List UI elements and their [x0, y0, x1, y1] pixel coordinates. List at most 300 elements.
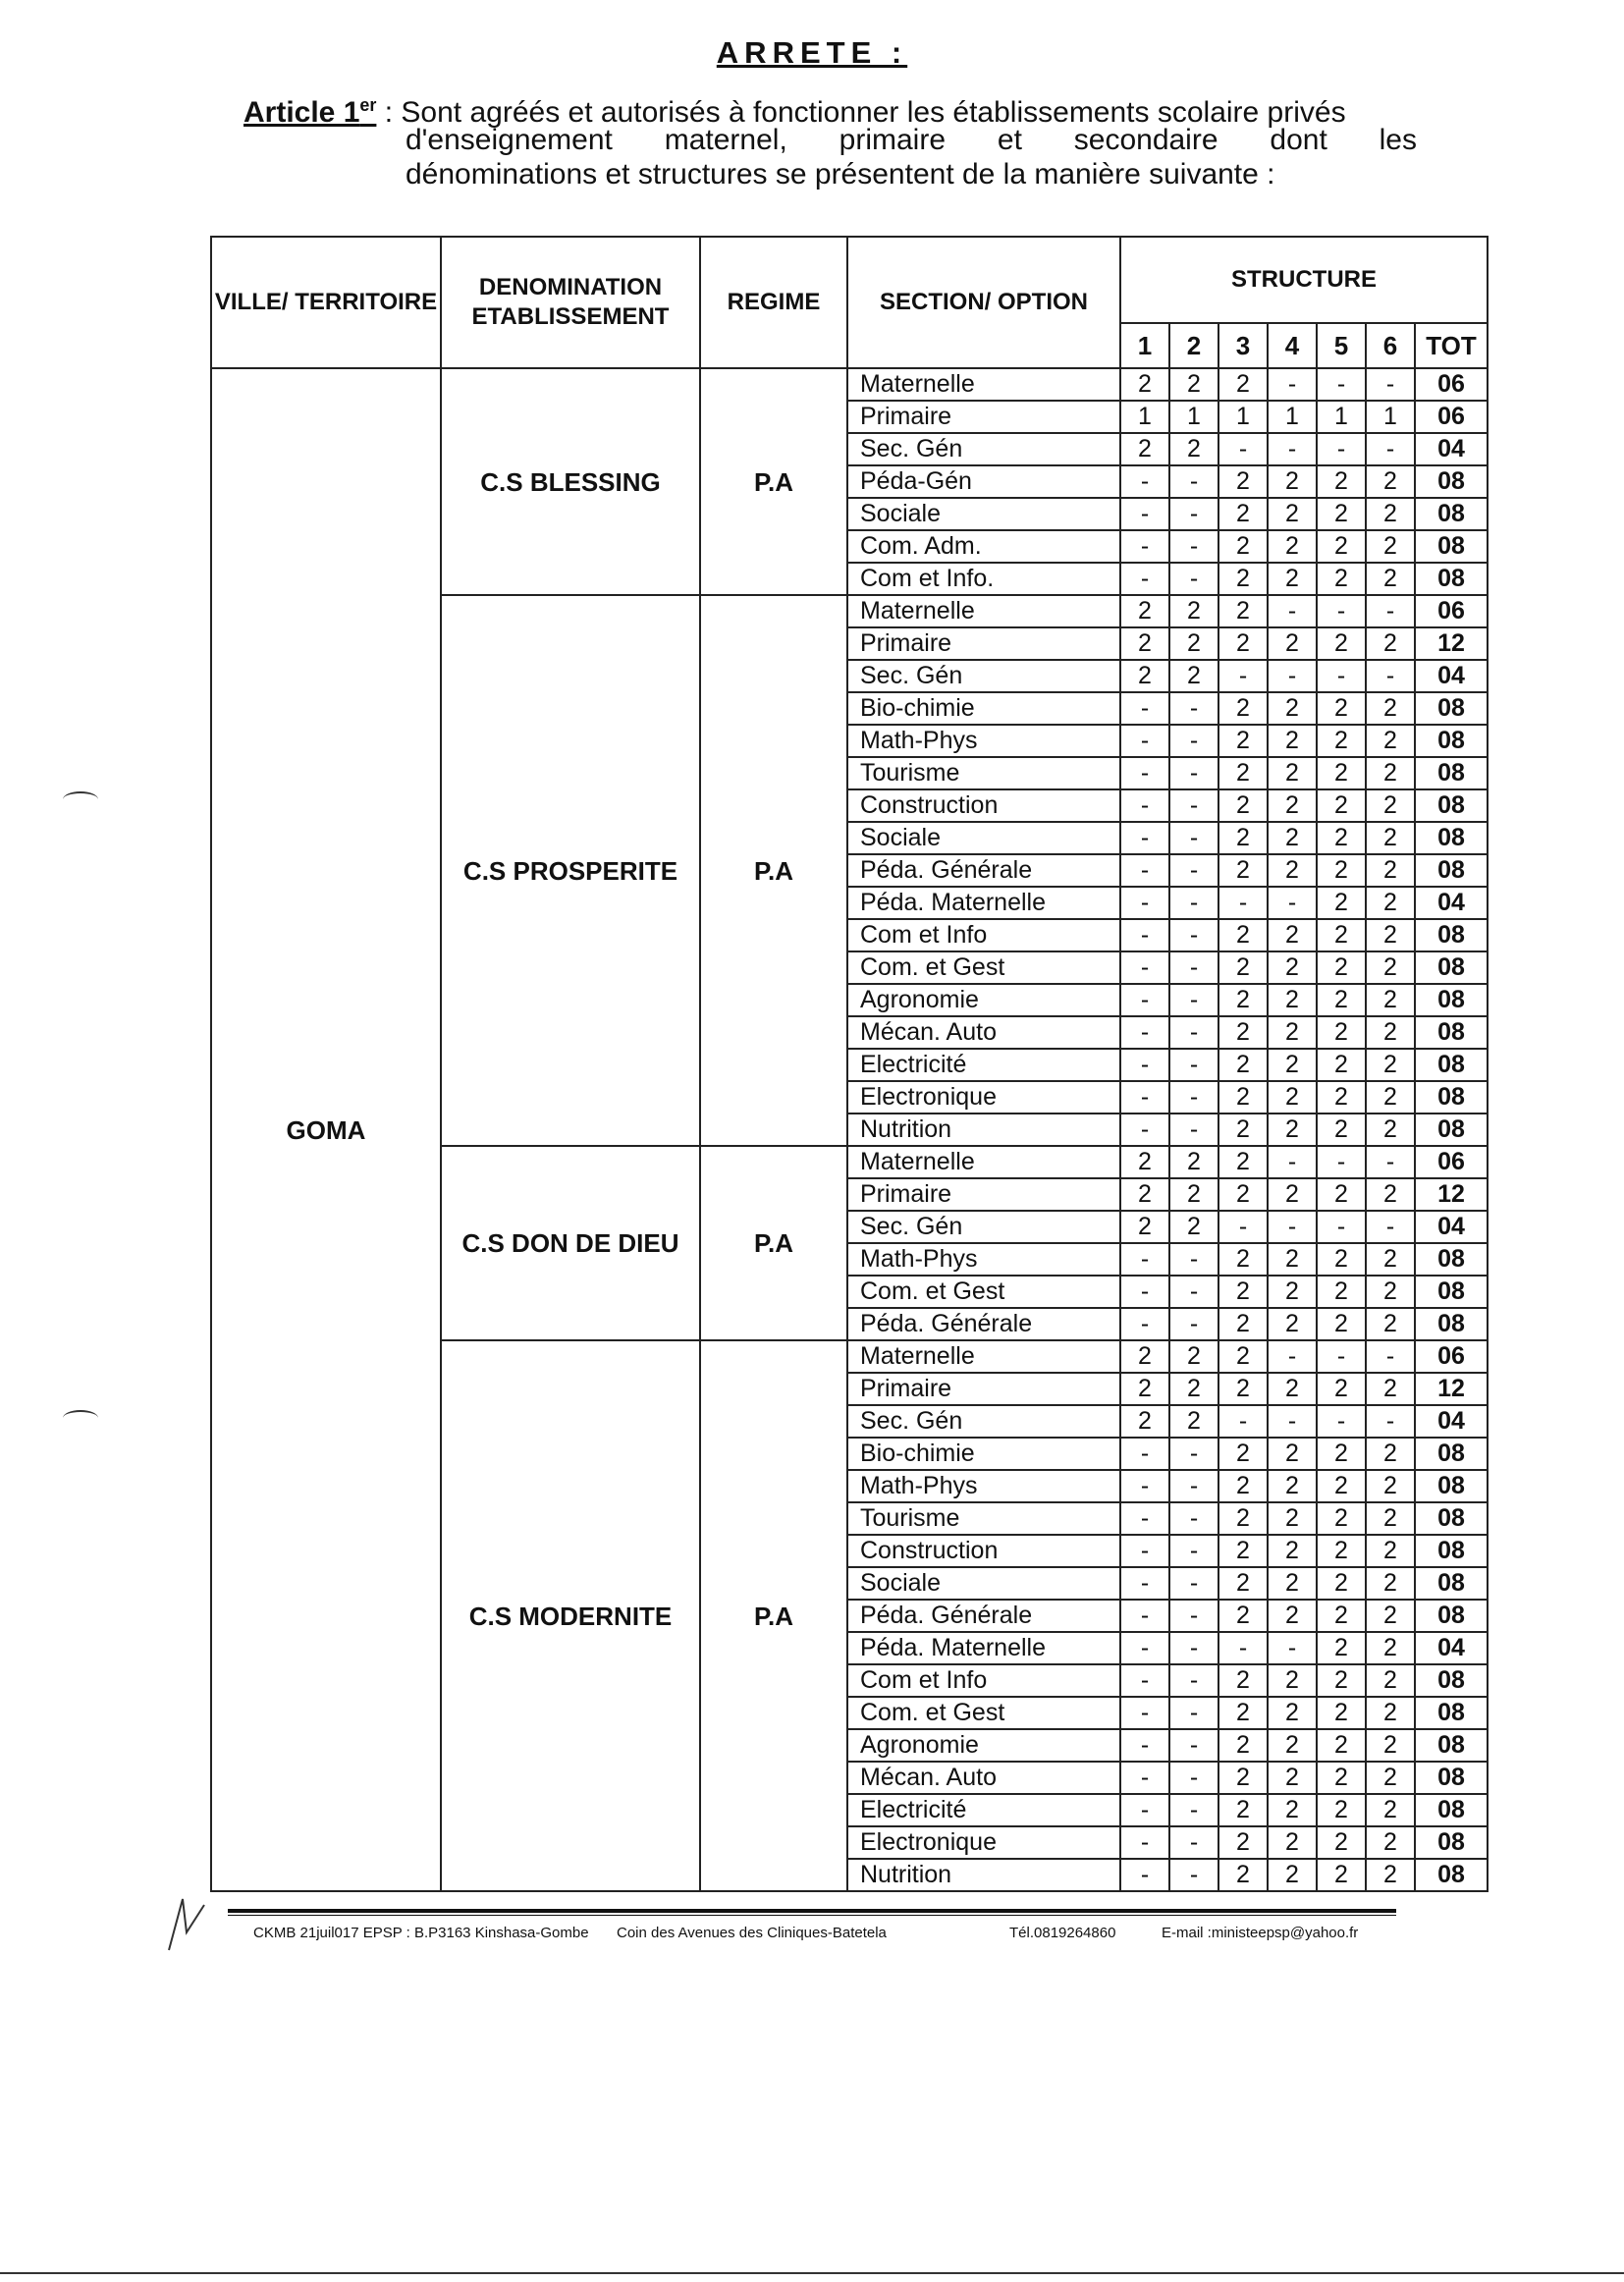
- structure-cell-3: 2: [1218, 1664, 1268, 1697]
- section-cell: Sociale: [847, 1567, 1120, 1600]
- structure-cell-6: 2: [1366, 822, 1415, 854]
- structure-cell-4: 2: [1268, 1762, 1317, 1794]
- structure-cell-1: -: [1120, 1016, 1169, 1049]
- structure-cell-5: 2: [1317, 1016, 1366, 1049]
- structure-cell-1: 2: [1120, 1211, 1169, 1243]
- structure-cell-2: -: [1169, 984, 1218, 1016]
- structure-cell-6: 2: [1366, 1600, 1415, 1632]
- total-cell: 08: [1415, 1664, 1488, 1697]
- section-cell: Agronomie: [847, 1729, 1120, 1762]
- structure-cell-3: 2: [1218, 822, 1268, 854]
- structure-cell-5: -: [1317, 595, 1366, 627]
- structure-cell-3: 2: [1218, 563, 1268, 595]
- structure-cell-1: 1: [1120, 401, 1169, 433]
- footer-ref: CKMB 21juil017 EPSP : B.P3163 Kinshasa-Gombe: [253, 1925, 589, 1941]
- total-cell: 08: [1415, 1697, 1488, 1729]
- structure-cell-6: -: [1366, 1146, 1415, 1178]
- structure-cell-6: 2: [1366, 1729, 1415, 1762]
- structure-cell-1: 2: [1120, 1373, 1169, 1405]
- structure-cell-4: 2: [1268, 854, 1317, 887]
- footer-rule-thin: [228, 1915, 1396, 1916]
- article-text-line2: d'enseignement maternel, primaire et secondaire dont les: [406, 124, 1417, 156]
- total-cell: 08: [1415, 1859, 1488, 1891]
- structure-cell-1: 2: [1120, 368, 1169, 401]
- total-cell: 04: [1415, 1211, 1488, 1243]
- structure-cell-4: 2: [1268, 1308, 1317, 1340]
- section-cell: Péda. Générale: [847, 854, 1120, 887]
- structure-cell-6: 2: [1366, 1373, 1415, 1405]
- structure-cell-6: 2: [1366, 1535, 1415, 1567]
- structure-cell-5: 2: [1317, 789, 1366, 822]
- structure-cell-5: 2: [1317, 887, 1366, 919]
- structure-cell-3: 2: [1218, 1762, 1268, 1794]
- section-cell: Péda-Gén: [847, 465, 1120, 498]
- structure-cell-5: 2: [1317, 1697, 1366, 1729]
- structure-cell-2: -: [1169, 1081, 1218, 1114]
- structure-cell-5: -: [1317, 1146, 1366, 1178]
- structure-cell-6: 2: [1366, 1502, 1415, 1535]
- structure-cell-2: 2: [1169, 1146, 1218, 1178]
- article-text-line3: dénominations et structures se présentent de la manière suivante :: [406, 158, 1275, 190]
- footer-phone: Tél.0819264860: [1009, 1925, 1116, 1941]
- structure-cell-3: 2: [1218, 789, 1268, 822]
- structure-cell-1: -: [1120, 563, 1169, 595]
- section-cell: Bio-chimie: [847, 692, 1120, 725]
- total-cell: 06: [1415, 1340, 1488, 1373]
- establishment-name: C.S DON DE DIEU: [441, 1146, 700, 1340]
- structure-cell-2: 1: [1169, 401, 1218, 433]
- structure-cell-1: 2: [1120, 433, 1169, 465]
- section-cell: Construction: [847, 1535, 1120, 1567]
- section-cell: Com et Info: [847, 919, 1120, 951]
- structure-cell-5: 2: [1317, 1826, 1366, 1859]
- structure-cell-5: 2: [1317, 1081, 1366, 1114]
- section-cell: Electricité: [847, 1794, 1120, 1826]
- section-cell: Electricité: [847, 1049, 1120, 1081]
- structure-cell-5: 2: [1317, 1470, 1366, 1502]
- structure-cell-6: 2: [1366, 919, 1415, 951]
- structure-cell-2: -: [1169, 1114, 1218, 1146]
- structure-cell-2: -: [1169, 854, 1218, 887]
- structure-cell-5: 2: [1317, 1632, 1366, 1664]
- section-cell: Math-Phys: [847, 1470, 1120, 1502]
- structure-cell-6: 2: [1366, 627, 1415, 660]
- structure-cell-3: 2: [1218, 854, 1268, 887]
- structure-cell-4: -: [1268, 1405, 1317, 1438]
- regime-cell: P.A: [700, 1146, 847, 1340]
- structure-cell-2: -: [1169, 1243, 1218, 1276]
- section-cell: Péda. Générale: [847, 1308, 1120, 1340]
- structure-cell-5: 2: [1317, 1600, 1366, 1632]
- structure-cell-5: -: [1317, 368, 1366, 401]
- structure-cell-3: 2: [1218, 1826, 1268, 1859]
- structure-cell-3: 2: [1218, 1049, 1268, 1081]
- structure-cell-4: -: [1268, 887, 1317, 919]
- structure-cell-3: 2: [1218, 1373, 1268, 1405]
- structure-cell-2: 2: [1169, 627, 1218, 660]
- structure-cell-4: 2: [1268, 822, 1317, 854]
- structure-cell-4: 2: [1268, 1859, 1317, 1891]
- structure-table: [210, 236, 1489, 1892]
- structure-cell-2: -: [1169, 1632, 1218, 1664]
- structure-cell-4: 2: [1268, 757, 1317, 789]
- structure-cell-4: 2: [1268, 951, 1317, 984]
- structure-cell-1: -: [1120, 854, 1169, 887]
- total-cell: 08: [1415, 1016, 1488, 1049]
- structure-cell-1: -: [1120, 465, 1169, 498]
- total-cell: 08: [1415, 1308, 1488, 1340]
- structure-cell-6: 2: [1366, 725, 1415, 757]
- section-cell: Tourisme: [847, 1502, 1120, 1535]
- structure-cell-6: -: [1366, 368, 1415, 401]
- structure-cell-4: 2: [1268, 1600, 1317, 1632]
- header-ville: VILLE/ TERRITOIRE: [211, 237, 441, 368]
- total-cell: 08: [1415, 1243, 1488, 1276]
- structure-cell-1: -: [1120, 1600, 1169, 1632]
- structure-cell-4: 2: [1268, 692, 1317, 725]
- structure-cell-4: 2: [1268, 1567, 1317, 1600]
- structure-cell-4: -: [1268, 1211, 1317, 1243]
- structure-cell-3: 2: [1218, 1859, 1268, 1891]
- total-cell: 06: [1415, 1146, 1488, 1178]
- structure-cell-4: 2: [1268, 1502, 1317, 1535]
- structure-cell-6: -: [1366, 595, 1415, 627]
- structure-cell-4: 2: [1268, 1470, 1317, 1502]
- structure-cell-2: 2: [1169, 1178, 1218, 1211]
- total-cell: 08: [1415, 1502, 1488, 1535]
- structure-cell-4: 2: [1268, 1535, 1317, 1567]
- structure-cell-2: -: [1169, 1794, 1218, 1826]
- structure-cell-3: -: [1218, 660, 1268, 692]
- structure-cell-3: -: [1218, 1405, 1268, 1438]
- structure-cell-4: 2: [1268, 1664, 1317, 1697]
- table-body: [211, 368, 1488, 1891]
- structure-cell-1: -: [1120, 1729, 1169, 1762]
- structure-cell-5: 2: [1317, 1567, 1366, 1600]
- total-cell: 08: [1415, 498, 1488, 530]
- structure-cell-5: 2: [1317, 951, 1366, 984]
- structure-cell-1: 2: [1120, 1146, 1169, 1178]
- structure-cell-5: 2: [1317, 530, 1366, 563]
- structure-cell-3: 2: [1218, 1502, 1268, 1535]
- structure-cell-4: -: [1268, 1632, 1317, 1664]
- structure-cell-4: 2: [1268, 1826, 1317, 1859]
- structure-cell-1: -: [1120, 530, 1169, 563]
- structure-cell-3: 1: [1218, 401, 1268, 433]
- structure-cell-4: 2: [1268, 1049, 1317, 1081]
- structure-cell-6: 2: [1366, 465, 1415, 498]
- section-cell: Mécan. Auto: [847, 1762, 1120, 1794]
- structure-cell-3: 2: [1218, 1276, 1268, 1308]
- structure-cell-4: -: [1268, 1146, 1317, 1178]
- article-label: Article 1er: [244, 95, 377, 129]
- structure-cell-4: -: [1268, 1340, 1317, 1373]
- section-cell: Construction: [847, 789, 1120, 822]
- structure-cell-2: 2: [1169, 433, 1218, 465]
- structure-cell-1: -: [1120, 1567, 1169, 1600]
- structure-cell-2: 2: [1169, 1373, 1218, 1405]
- section-cell: Primaire: [847, 1178, 1120, 1211]
- structure-cell-2: 2: [1169, 368, 1218, 401]
- structure-cell-2: -: [1169, 1016, 1218, 1049]
- structure-cell-5: -: [1317, 433, 1366, 465]
- structure-cell-1: -: [1120, 1243, 1169, 1276]
- structure-cell-6: 2: [1366, 1243, 1415, 1276]
- structure-cell-2: 2: [1169, 1405, 1218, 1438]
- structure-cell-6: 2: [1366, 1794, 1415, 1826]
- footer-address: Coin des Avenues des Cliniques-Batetela: [617, 1925, 887, 1941]
- section-cell: Nutrition: [847, 1114, 1120, 1146]
- structure-cell-5: 1: [1317, 401, 1366, 433]
- structure-cell-6: 2: [1366, 1697, 1415, 1729]
- structure-cell-2: -: [1169, 498, 1218, 530]
- structure-cell-4: 2: [1268, 1697, 1317, 1729]
- total-cell: 08: [1415, 563, 1488, 595]
- total-cell: 08: [1415, 1276, 1488, 1308]
- structure-cell-6: 2: [1366, 498, 1415, 530]
- structure-cell-3: 2: [1218, 1438, 1268, 1470]
- structure-cell-5: 2: [1317, 1502, 1366, 1535]
- section-cell: Péda. Maternelle: [847, 1632, 1120, 1664]
- total-cell: 08: [1415, 1049, 1488, 1081]
- structure-cell-2: -: [1169, 1762, 1218, 1794]
- structure-cell-4: 2: [1268, 465, 1317, 498]
- structure-cell-3: 2: [1218, 1697, 1268, 1729]
- structure-cell-3: 2: [1218, 984, 1268, 1016]
- total-cell: 04: [1415, 887, 1488, 919]
- structure-cell-6: 2: [1366, 1664, 1415, 1697]
- structure-cell-2: -: [1169, 1470, 1218, 1502]
- structure-cell-6: 2: [1366, 789, 1415, 822]
- structure-cell-4: 2: [1268, 789, 1317, 822]
- article-label-sup: er: [359, 95, 377, 115]
- structure-cell-3: -: [1218, 1211, 1268, 1243]
- structure-cell-5: 2: [1317, 563, 1366, 595]
- structure-cell-2: -: [1169, 1308, 1218, 1340]
- section-cell: Bio-chimie: [847, 1438, 1120, 1470]
- structure-cell-2: -: [1169, 1502, 1218, 1535]
- structure-cell-5: 2: [1317, 1729, 1366, 1762]
- structure-cell-6: 2: [1366, 984, 1415, 1016]
- structure-cell-6: 2: [1366, 1308, 1415, 1340]
- structure-cell-5: 2: [1317, 692, 1366, 725]
- structure-cell-4: 2: [1268, 919, 1317, 951]
- total-cell: 08: [1415, 951, 1488, 984]
- structure-cell-3: 2: [1218, 725, 1268, 757]
- total-cell: 08: [1415, 919, 1488, 951]
- structure-cell-5: 2: [1317, 1308, 1366, 1340]
- regime-cell: P.A: [700, 368, 847, 595]
- total-cell: 04: [1415, 433, 1488, 465]
- structure-cell-3: 2: [1218, 951, 1268, 984]
- structure-cell-2: -: [1169, 1049, 1218, 1081]
- section-cell: Com. et Gest: [847, 1276, 1120, 1308]
- structure-cell-6: 2: [1366, 1438, 1415, 1470]
- header-col-4: 4: [1268, 323, 1317, 368]
- structure-cell-2: 2: [1169, 1340, 1218, 1373]
- section-cell: Math-Phys: [847, 725, 1120, 757]
- structure-cell-1: -: [1120, 1276, 1169, 1308]
- structure-cell-6: 2: [1366, 1470, 1415, 1502]
- footer: [253, 1925, 1412, 1941]
- structure-cell-1: -: [1120, 1762, 1169, 1794]
- structure-cell-3: 2: [1218, 757, 1268, 789]
- structure-cell-5: -: [1317, 1211, 1366, 1243]
- structure-cell-6: 2: [1366, 1049, 1415, 1081]
- structure-cell-2: -: [1169, 692, 1218, 725]
- structure-cell-5: 2: [1317, 1049, 1366, 1081]
- header-col-5: 5: [1317, 323, 1366, 368]
- total-cell: 08: [1415, 1470, 1488, 1502]
- structure-cell-1: -: [1120, 1632, 1169, 1664]
- section-cell: Sec. Gén: [847, 1405, 1120, 1438]
- structure-cell-2: -: [1169, 1729, 1218, 1762]
- structure-cell-4: 2: [1268, 1373, 1317, 1405]
- section-cell: Sec. Gén: [847, 1211, 1120, 1243]
- structure-cell-6: -: [1366, 1340, 1415, 1373]
- structure-cell-1: -: [1120, 1502, 1169, 1535]
- structure-cell-5: 2: [1317, 1178, 1366, 1211]
- section-cell: Sociale: [847, 822, 1120, 854]
- header-col-3: 3: [1218, 323, 1268, 368]
- header-regime: REGIME: [700, 237, 847, 368]
- structure-cell-2: -: [1169, 725, 1218, 757]
- total-cell: 12: [1415, 1178, 1488, 1211]
- structure-cell-2: -: [1169, 1438, 1218, 1470]
- structure-cell-5: 2: [1317, 498, 1366, 530]
- structure-cell-5: 2: [1317, 854, 1366, 887]
- structure-cell-2: -: [1169, 1600, 1218, 1632]
- structure-cell-4: 2: [1268, 1178, 1317, 1211]
- structure-cell-6: 2: [1366, 757, 1415, 789]
- regime-cell: P.A: [700, 1340, 847, 1891]
- total-cell: 12: [1415, 627, 1488, 660]
- structure-cell-6: 2: [1366, 1016, 1415, 1049]
- structure-cell-4: 2: [1268, 725, 1317, 757]
- structure-cell-4: -: [1268, 660, 1317, 692]
- structure-cell-4: 2: [1268, 1114, 1317, 1146]
- establishment-name: C.S PROSPERITE: [441, 595, 700, 1146]
- structure-cell-6: 2: [1366, 1762, 1415, 1794]
- structure-cell-5: -: [1317, 1405, 1366, 1438]
- structure-cell-1: -: [1120, 1081, 1169, 1114]
- footer-rule: [228, 1909, 1396, 1913]
- section-cell: Sociale: [847, 498, 1120, 530]
- total-cell: 12: [1415, 1373, 1488, 1405]
- total-cell: 08: [1415, 1729, 1488, 1762]
- structure-cell-5: 2: [1317, 1276, 1366, 1308]
- structure-cell-6: 2: [1366, 1114, 1415, 1146]
- structure-cell-6: 1: [1366, 401, 1415, 433]
- structure-cell-3: 2: [1218, 1016, 1268, 1049]
- structure-cell-3: 2: [1218, 1729, 1268, 1762]
- structure-cell-6: -: [1366, 660, 1415, 692]
- section-cell: Electronique: [847, 1826, 1120, 1859]
- total-cell: 08: [1415, 1438, 1488, 1470]
- structure-cell-1: 2: [1120, 1178, 1169, 1211]
- structure-cell-2: 2: [1169, 660, 1218, 692]
- margin-mark: [63, 791, 98, 807]
- structure-cell-1: -: [1120, 1438, 1169, 1470]
- margin-mark: [63, 1410, 98, 1426]
- structure-cell-3: 2: [1218, 498, 1268, 530]
- structure-cell-6: 2: [1366, 1276, 1415, 1308]
- section-cell: Nutrition: [847, 1859, 1120, 1891]
- total-cell: 08: [1415, 822, 1488, 854]
- total-cell: 04: [1415, 660, 1488, 692]
- section-cell: Primaire: [847, 627, 1120, 660]
- total-cell: 04: [1415, 1405, 1488, 1438]
- document-title: ARRETE :: [716, 35, 908, 70]
- structure-cell-1: -: [1120, 1794, 1169, 1826]
- structure-cell-1: -: [1120, 984, 1169, 1016]
- structure-cell-5: 2: [1317, 1438, 1366, 1470]
- total-cell: 08: [1415, 1826, 1488, 1859]
- section-cell: Electronique: [847, 1081, 1120, 1114]
- structure-cell-4: 2: [1268, 1081, 1317, 1114]
- section-cell: Maternelle: [847, 1340, 1120, 1373]
- structure-cell-3: 2: [1218, 1146, 1268, 1178]
- header-denomination: DENOMINATION ETABLISSEMENT: [441, 237, 700, 368]
- header-structure: STRUCTURE: [1120, 237, 1488, 323]
- total-cell: 08: [1415, 1600, 1488, 1632]
- structure-cell-1: -: [1120, 822, 1169, 854]
- structure-cell-4: -: [1268, 595, 1317, 627]
- structure-cell-5: -: [1317, 660, 1366, 692]
- structure-cell-4: 2: [1268, 627, 1317, 660]
- structure-cell-3: 2: [1218, 1308, 1268, 1340]
- structure-cell-2: -: [1169, 1535, 1218, 1567]
- structure-cell-1: -: [1120, 1826, 1169, 1859]
- structure-cell-4: 2: [1268, 1438, 1317, 1470]
- structure-cell-4: 2: [1268, 1276, 1317, 1308]
- structure-cell-4: 2: [1268, 1016, 1317, 1049]
- section-cell: Sec. Gén: [847, 660, 1120, 692]
- total-cell: 08: [1415, 1535, 1488, 1567]
- structure-cell-2: 2: [1169, 1211, 1218, 1243]
- structure-cell-5: 2: [1317, 1762, 1366, 1794]
- section-cell: Péda. Maternelle: [847, 887, 1120, 919]
- structure-cell-3: 2: [1218, 368, 1268, 401]
- structure-cell-1: -: [1120, 1859, 1169, 1891]
- structure-cell-3: -: [1218, 433, 1268, 465]
- structure-cell-5: 2: [1317, 919, 1366, 951]
- total-cell: 08: [1415, 530, 1488, 563]
- structure-cell-4: 2: [1268, 1729, 1317, 1762]
- structure-cell-5: 2: [1317, 984, 1366, 1016]
- regime-cell: P.A: [700, 595, 847, 1146]
- structure-cell-2: -: [1169, 1664, 1218, 1697]
- total-cell: 08: [1415, 1762, 1488, 1794]
- section-cell: Math-Phys: [847, 1243, 1120, 1276]
- structure-cell-6: 2: [1366, 530, 1415, 563]
- structure-cell-3: 2: [1218, 1567, 1268, 1600]
- total-cell: 06: [1415, 595, 1488, 627]
- header-col-1: 1: [1120, 323, 1169, 368]
- table-row: [211, 368, 1488, 401]
- structure-cell-6: 2: [1366, 887, 1415, 919]
- structure-cell-2: -: [1169, 757, 1218, 789]
- structure-cell-3: 2: [1218, 1081, 1268, 1114]
- structure-cell-3: 2: [1218, 1243, 1268, 1276]
- footer-email: E-mail :ministeepsp@yahoo.fr: [1162, 1925, 1359, 1941]
- total-cell: 08: [1415, 692, 1488, 725]
- structure-cell-1: -: [1120, 725, 1169, 757]
- structure-cell-6: 2: [1366, 951, 1415, 984]
- structure-cell-6: 2: [1366, 1081, 1415, 1114]
- structure-cell-3: 2: [1218, 692, 1268, 725]
- structure-cell-3: 2: [1218, 1178, 1268, 1211]
